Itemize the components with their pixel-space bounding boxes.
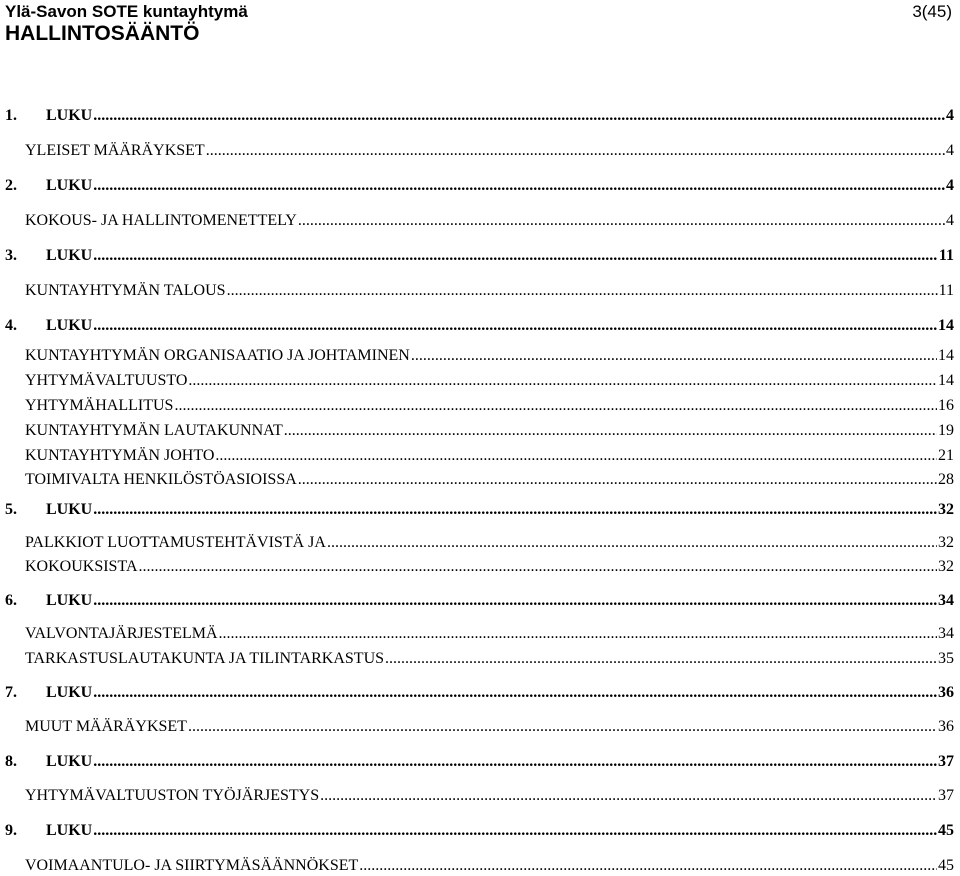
- toc-section-entry: [25, 624, 954, 644]
- toc-entry-title: TOIMIVALTA HENKILÖSTÖASIOISSA: [25, 471, 297, 488]
- toc-entry-title: LUKU: [46, 177, 93, 194]
- toc-entry-title: PALKKIOT LUOTTAMUSTEHTÄVISTÄ JA: [25, 534, 326, 551]
- toc-chapter-entry: [5, 316, 954, 336]
- toc-page-number: 32: [938, 501, 954, 518]
- toc-dot-leader: [93, 316, 937, 336]
- toc-entry-title: YHTYMÄHALLITUS: [25, 397, 174, 414]
- toc-dot-leader: [188, 717, 937, 737]
- toc-page-number: 45: [938, 822, 954, 839]
- toc-chapter-entry: [5, 500, 954, 520]
- toc-dot-leader: [93, 591, 937, 611]
- toc-chapter-number: 9.: [5, 822, 17, 839]
- toc-section-entry: [25, 533, 954, 553]
- toc-entry-title: MUUT MÄÄRÄYKSET: [25, 718, 187, 735]
- toc-page-number: 16: [938, 397, 954, 414]
- toc-chapter-number: 3.: [5, 247, 17, 264]
- toc-section-entry: [25, 371, 954, 391]
- toc-dot-leader: [206, 141, 945, 161]
- toc-page-number: 32: [938, 534, 954, 551]
- toc-page-number: 37: [938, 753, 954, 770]
- toc-dot-leader: [93, 752, 937, 772]
- toc-page-number: 11: [938, 247, 954, 264]
- toc-dot-leader: [359, 856, 937, 876]
- toc-chapter-number: 6.: [5, 592, 17, 609]
- toc-dot-leader: [93, 500, 937, 520]
- toc-dot-leader: [93, 683, 937, 703]
- toc-dot-leader: [174, 396, 937, 416]
- toc-page-number: 21: [938, 447, 954, 464]
- toc-page-number: 36: [938, 718, 954, 735]
- toc-page-number: 14: [938, 372, 954, 389]
- toc-section-entry: [25, 141, 954, 161]
- toc-dot-leader: [320, 786, 937, 806]
- toc-dot-leader: [411, 346, 937, 366]
- toc-page-number: 34: [938, 625, 954, 642]
- toc-page-number: 4: [946, 212, 954, 229]
- toc-dot-leader: [93, 176, 945, 196]
- toc-chapter-entry: [5, 683, 954, 703]
- toc-chapter-entry: [5, 821, 954, 841]
- toc-chapter-entry: [5, 591, 954, 611]
- toc-page-number: 14: [938, 347, 954, 364]
- toc-chapter-number: 4.: [5, 317, 17, 334]
- toc-entry-title: LUKU: [46, 592, 93, 609]
- toc-dot-leader: [139, 557, 938, 577]
- toc-dot-leader: [93, 106, 945, 126]
- toc-entry-title: LUKU: [46, 822, 93, 839]
- toc-section-entry: [25, 281, 954, 301]
- toc-entry-title: KUNTAYHTYMÄN JOHTO: [25, 447, 215, 464]
- toc-page-number: 4: [946, 107, 954, 124]
- toc-section-entry: [25, 446, 954, 466]
- toc-entry-title: YHTYMÄVALTUUSTON TYÖJÄRJESTYS: [25, 787, 320, 804]
- toc-page-number: 11: [938, 282, 954, 299]
- toc-page-number: 45: [938, 857, 954, 874]
- toc-dot-leader: [284, 421, 937, 441]
- toc-section-entry: [25, 717, 954, 737]
- toc-chapter-number: 8.: [5, 753, 17, 770]
- toc-chapter-number: 1.: [5, 107, 17, 124]
- toc-entry-title: LUKU: [46, 753, 93, 770]
- toc-section-entry: [25, 421, 954, 441]
- toc-section-entry: [25, 211, 954, 231]
- toc-chapter-entry: [5, 106, 954, 126]
- toc-section-entry: [25, 470, 954, 490]
- organization-name: Ylä-Savon SOTE kuntayhtymä: [5, 2, 248, 21]
- toc-entry-title: LUKU: [46, 107, 93, 124]
- toc-page-number: 32: [938, 558, 954, 575]
- toc-entry-title: KUNTAYHTYMÄN ORGANISAATIO JA JOHTAMINEN: [25, 347, 410, 364]
- toc-entry-title: YHTYMÄVALTUUSTO: [25, 372, 188, 389]
- toc-entry-title: LUKU: [46, 317, 93, 334]
- toc-dot-leader: [298, 470, 937, 490]
- toc-chapter-number: 2.: [5, 177, 17, 194]
- toc-chapter-entry: [5, 176, 954, 196]
- toc-entry-title: VALVONTAJÄRJESTELMÄ: [25, 625, 218, 642]
- toc-page-number: 14: [938, 317, 954, 334]
- toc-chapter-number: 7.: [5, 684, 17, 701]
- toc-dot-leader: [93, 246, 938, 266]
- toc-page-number: 28: [938, 471, 954, 488]
- toc-chapter-entry: [5, 752, 954, 772]
- toc-entry-title: LUKU: [46, 684, 93, 701]
- toc-chapter-number: 5.: [5, 501, 17, 518]
- toc-chapter-entry: [5, 246, 954, 266]
- toc-section-entry: [25, 346, 954, 366]
- page-number: 3(45): [912, 2, 952, 21]
- toc-dot-leader: [93, 821, 937, 841]
- toc-dot-leader: [298, 211, 945, 231]
- toc-page-number: 4: [946, 142, 954, 159]
- toc-page-number: 37: [938, 787, 954, 804]
- toc-entry-title: KOKOUS- JA HALLINTOMENETTELY: [25, 212, 297, 229]
- toc-entry-title: LUKU: [46, 247, 93, 264]
- toc-entry-title: KOKOUKSISTA: [25, 558, 138, 575]
- toc-page-number: 19: [938, 422, 954, 439]
- toc-page-number: 34: [938, 592, 954, 609]
- toc-dot-leader: [219, 624, 937, 644]
- toc-entry-title: KUNTAYHTYMÄN TALOUS: [25, 282, 226, 299]
- toc-section-entry: [25, 557, 954, 577]
- toc-dot-leader: [227, 281, 938, 301]
- toc-dot-leader: [327, 533, 937, 553]
- toc-dot-leader: [188, 371, 937, 391]
- toc-section-entry: [25, 396, 954, 416]
- toc-page-number: 36: [938, 684, 954, 701]
- document-title: HALLINTOSÄÄNTÖ: [5, 22, 200, 45]
- toc-entry-title: LUKU: [46, 501, 93, 518]
- toc-section-entry: [25, 786, 954, 806]
- toc-section-entry: [25, 649, 954, 669]
- toc-entry-title: KUNTAYHTYMÄN LAUTAKUNNAT: [25, 422, 283, 439]
- toc-page-number: 35: [938, 650, 954, 667]
- toc-section-entry: [25, 856, 954, 876]
- toc-page-number: 4: [946, 177, 954, 194]
- toc-entry-title: YLEISET MÄÄRÄYKSET: [25, 142, 205, 159]
- toc-entry-title: VOIMAANTULO- JA SIIRTYMÄSÄÄNNÖKSET: [25, 857, 359, 874]
- toc-entry-title: TARKASTUSLAUTAKUNTA JA TILINTARKASTUS: [25, 650, 385, 667]
- toc-dot-leader: [385, 649, 937, 669]
- toc-dot-leader: [215, 446, 937, 466]
